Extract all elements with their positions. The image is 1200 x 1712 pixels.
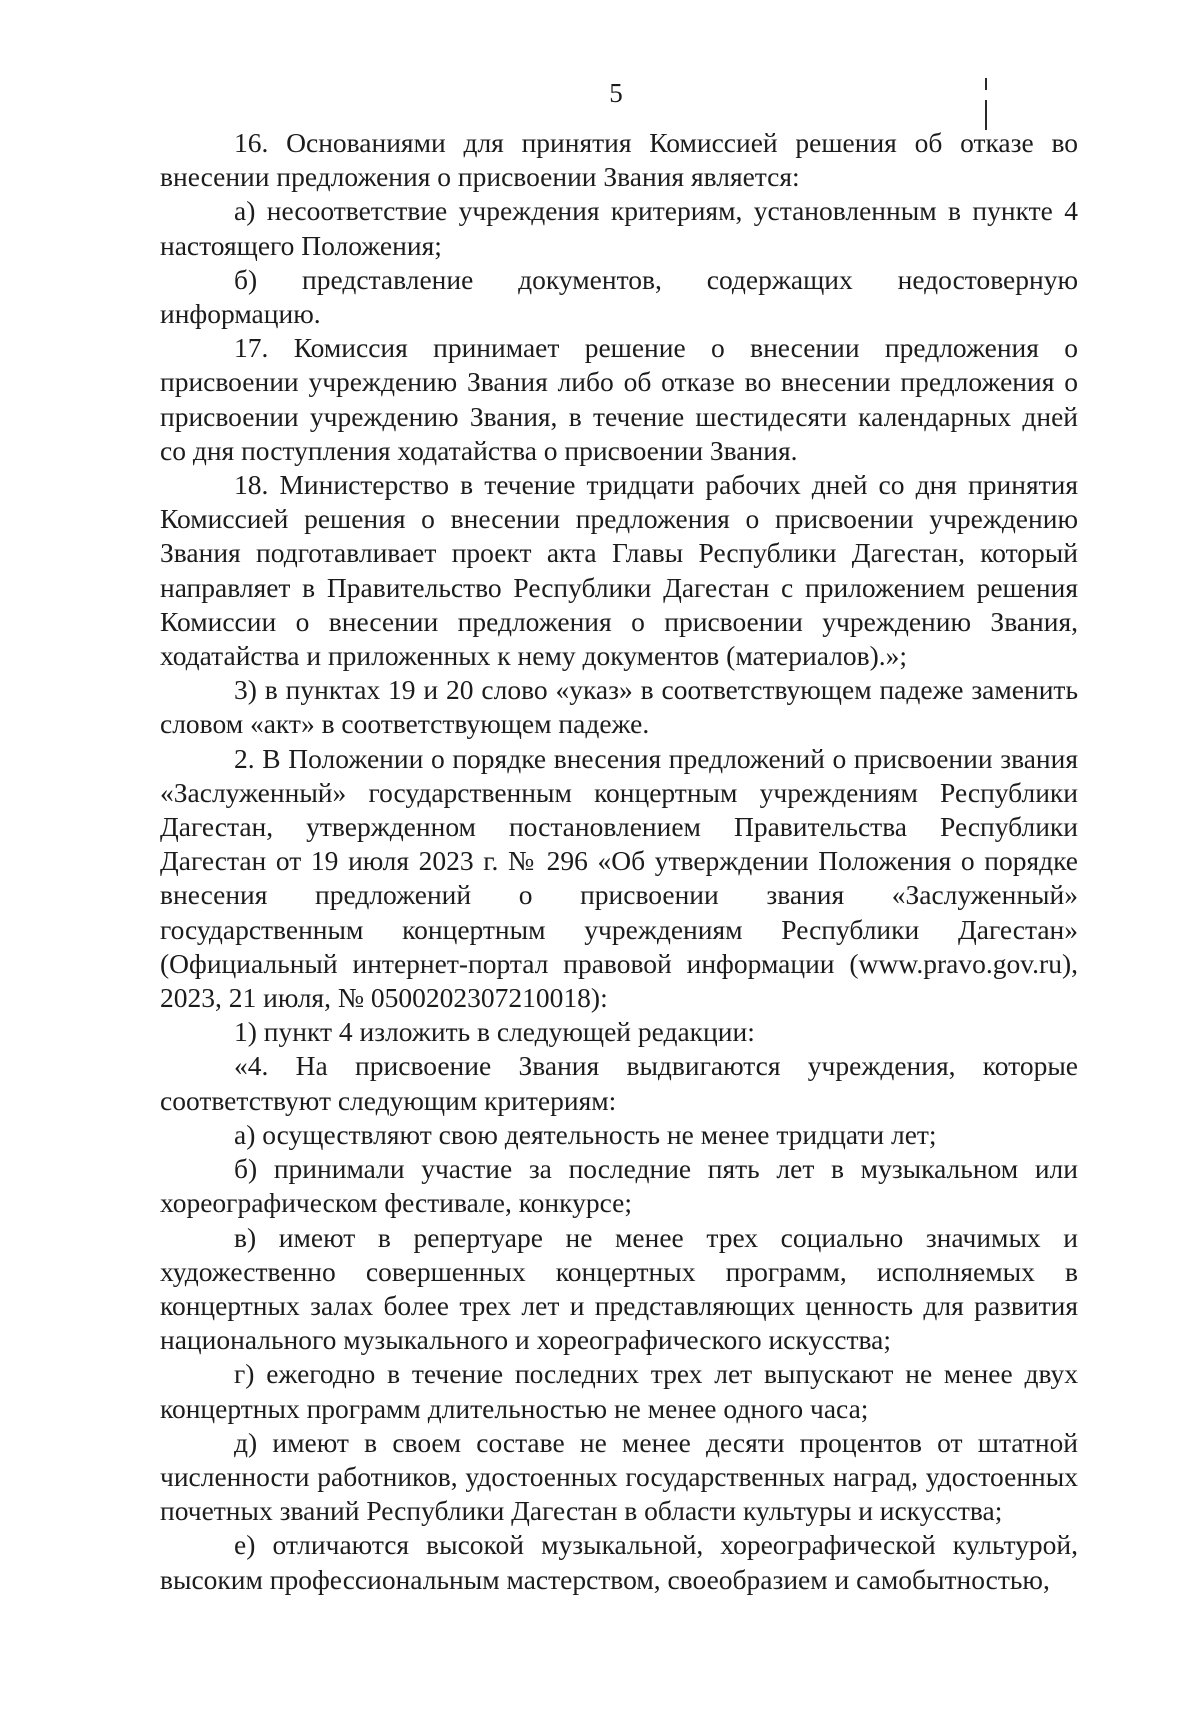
paragraph-3-clause: 3) в пунктах 19 и 20 слово «указ» в соответствующем падеже заменить словом «акт» в соответствующем падеже. <box>160 674 1078 740</box>
paragraph-4-b: б) принимали участие за последние пять лет в музыкальном или хореографическом фестивале, конкурсе; <box>160 1153 1078 1219</box>
paragraph-2-section: 2. В Положении о порядке внесения предложений о присвоении звания «Заслуженный» государственным концертным учреждениям Республики Дагестан, утвержденном постановлением Правительства Республики Дагестан от 19 июля 2023 г. № 296 «Об утверждении Положения о порядке внесения предложений о присвоении звания «Заслуженный» государственным концертным учреждениям Республики Дагестан» (Официальный интернет-портал правовой информации (www.pravo.gov.ru), 2023, 21 июля, № 0500202307210018): <box>160 742 1078 1014</box>
paragraph-4-e: е) отличаются высокой музыкальной, хореографической культурой, высоким профессиональным мастерством, своеобразием и самобытностью, <box>160 1529 1078 1595</box>
paragraph-17: 17. Комиссия принимает решение о внесении предложения о присвоении учреждению Звания либо об отказе во внесении предложения о присвоении учреждению Звания, в течение шестидесяти календарных дней со дня поступления ходатайства о присвоении Звания. <box>160 332 1078 466</box>
paragraph-4-g: г) ежегодно в течение последних трех лет выпускают не менее двух концертных программ длительностью не менее одного часа; <box>160 1358 1078 1424</box>
paragraph-16-a: а) несоответствие учреждения критериям, установленным в пункте 4 настоящего Положения; <box>160 195 1078 261</box>
paragraph-16-b: б) представление документов, содержащих недостоверную информацию. <box>160 263 1078 330</box>
paragraph-18: 18. Министерство в течение тридцати рабочих дней со дня принятия Комиссией решения о внесении предложения о присвоении учреждению Звания подготавливает проект акта Главы Республики Дагестан, который направляет в Правительство Республики Дагестан с приложением решения Комиссии о внесении предложения о присвоении учреждению Звания, ходатайства и приложенных к нему документов (материалов).»; <box>160 469 1078 672</box>
paragraph-4-d: д) имеют в своем составе не менее десяти процентов от штатной численности работников, удостоенных государственных наград, удостоенных почетных званий Республики Дагестан в области культуры и искусства; <box>160 1426 1078 1527</box>
paragraph-4-a: а) осуществляют свою деятельность не менее тридцати лет; <box>234 1118 937 1150</box>
page-number: 5 <box>609 78 623 108</box>
paragraph-16: 16. Основаниями для принятия Комиссией решения об отказе во внесении предложения о присвоении Звания является: <box>160 127 1078 193</box>
paragraph-4: «4. На присвоение Звания выдвигаются учреждения, которые соответствуют следующим критериям: <box>160 1050 1078 1116</box>
scan-edge-mark <box>985 78 987 90</box>
paragraph-4-v: в) имеют в репертуаре не менее трех социально значимых и художественно совершенных концертных программ, исполняемых в концертных залах более трех лет и представляющих ценность для развития национального музыкального и хореографического искусства; <box>160 1221 1078 1356</box>
document-body <box>160 126 1078 1597</box>
paragraph-1-clause: 1) пункт 4 изложить в следующей редакции: <box>234 1016 755 1048</box>
